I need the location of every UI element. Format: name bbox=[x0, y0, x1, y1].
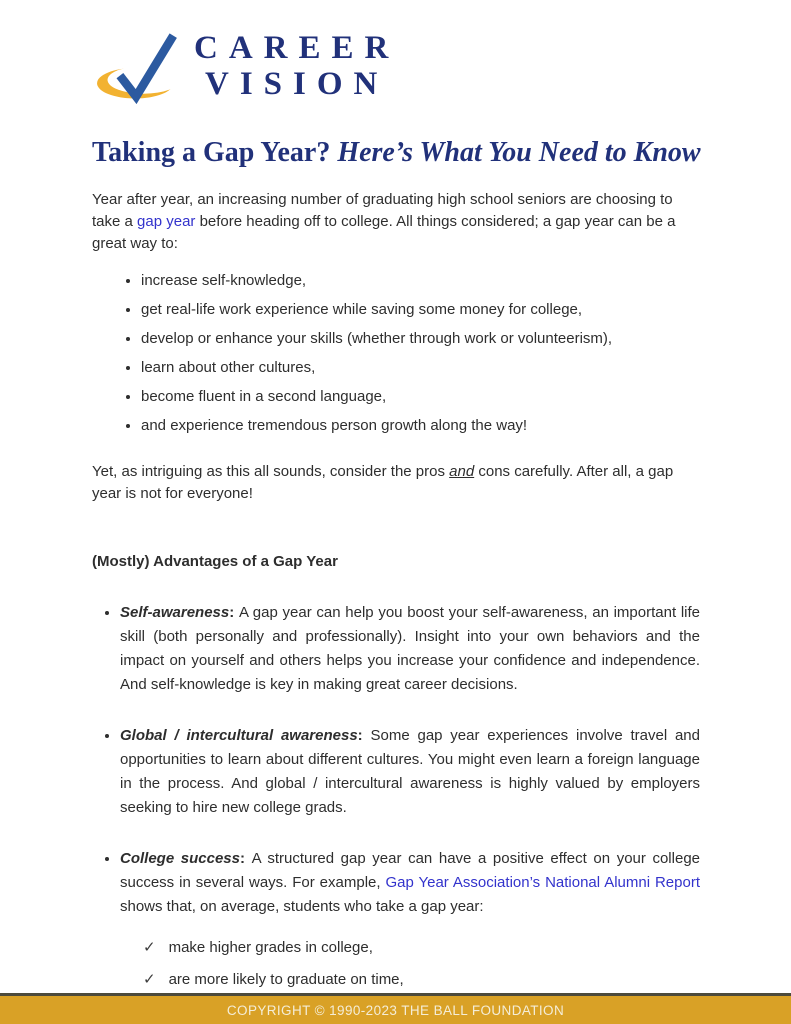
check-list-item bbox=[143, 937, 700, 958]
check-icon: ✓ bbox=[143, 971, 156, 989]
benefits-list bbox=[92, 270, 700, 437]
advantage-text: A gap year can help you boost your self-awareness, an important life skill (both personally and professionally). Insight into your own behaviors and the impact on yourself and others helps you increase your confidence and independence. And self-knowledge is key in making great career decisions. bbox=[120, 604, 700, 694]
lead-separator: : bbox=[357, 727, 371, 745]
advantage-text-after: shows that, on average, students who take a gap year: bbox=[120, 898, 484, 916]
check-item-text: make higher grades in college, bbox=[168, 939, 373, 957]
check-list bbox=[92, 937, 700, 990]
benefit-text: get real-life work experience while saving some money for college, bbox=[141, 301, 583, 319]
list-item bbox=[141, 357, 700, 379]
benefit-text: develop or enhance your skills (whether through work or volunteerism), bbox=[141, 330, 613, 348]
advantage-item-global-awareness bbox=[120, 724, 700, 820]
lead-separator: : bbox=[240, 850, 252, 868]
benefit-text: increase self-knowledge, bbox=[141, 272, 307, 290]
list-item bbox=[141, 386, 700, 408]
list-item bbox=[141, 415, 700, 437]
list-item bbox=[141, 299, 700, 321]
check-icon: ✓ bbox=[143, 939, 156, 957]
benefit-text: learn about other cultures, bbox=[141, 359, 316, 377]
career-vision-logo bbox=[94, 28, 700, 108]
title-italic-part: Here’s What You Need to Know bbox=[337, 137, 701, 168]
title-plain-part: Taking a Gap Year? bbox=[92, 137, 338, 168]
advantage-lead: Self-awareness bbox=[120, 604, 230, 622]
benefit-text: and experience tremendous person growth along the way! bbox=[141, 417, 528, 435]
caution-paragraph bbox=[92, 461, 700, 505]
caution-text-after: cons carefully. After all, a gap year is not for everyone! bbox=[92, 463, 674, 503]
logo-line-vision: VISION bbox=[204, 66, 389, 102]
advantage-item-self-awareness bbox=[120, 601, 700, 697]
list-item bbox=[141, 270, 700, 292]
logo-line-career: CAREER bbox=[194, 30, 400, 66]
advantage-text-before: A structured gap year can have a positive effect on your college success in several ways. For example, bbox=[120, 850, 701, 892]
check-item-text: are more likely to graduate on time, bbox=[168, 971, 404, 989]
checkmark-swoosh-icon bbox=[94, 28, 182, 108]
intro-text-before: Year after year, an increasing number of graduating high school seniors are choosing to take a bbox=[92, 191, 673, 231]
gap-year-link[interactable]: gap year bbox=[137, 213, 196, 231]
advantage-item-college-success bbox=[120, 847, 700, 919]
advantage-text: Some gap year experiences involve travel and opportunities to learn about different cultures. You might even learn a foreign language in the process. And global / intercultural awareness is highly valued by employers seeking to hire new college grads. bbox=[120, 727, 700, 817]
footer-copyright-bar bbox=[0, 993, 791, 1024]
benefit-text: become fluent in a second language, bbox=[141, 388, 387, 406]
advantage-lead: College success bbox=[120, 850, 240, 868]
check-list-item bbox=[143, 969, 700, 990]
alumni-report-link[interactable]: Gap Year Association’s National Alumni Report bbox=[385, 874, 700, 892]
list-item bbox=[141, 328, 700, 350]
advantages-heading: (Mostly) Advantages of a Gap Year bbox=[92, 553, 338, 571]
advantage-lead: Global / intercultural awareness bbox=[120, 727, 358, 745]
page-title bbox=[92, 136, 717, 169]
lead-separator: : bbox=[229, 604, 239, 622]
copyright-text: COPYRIGHT © 1990-2023 THE BALL FOUNDATION bbox=[226, 1002, 565, 1018]
logo-wordmark bbox=[194, 30, 399, 102]
intro-text-after: before heading off to college. All things considered; a gap year can be a great way to: bbox=[92, 213, 676, 253]
advantages-list bbox=[92, 601, 700, 919]
caution-text-before: Yet, as intriguing as this all sounds, consider the pros bbox=[92, 463, 450, 481]
intro-paragraph bbox=[92, 189, 700, 255]
caution-emphasis: and bbox=[449, 463, 475, 481]
